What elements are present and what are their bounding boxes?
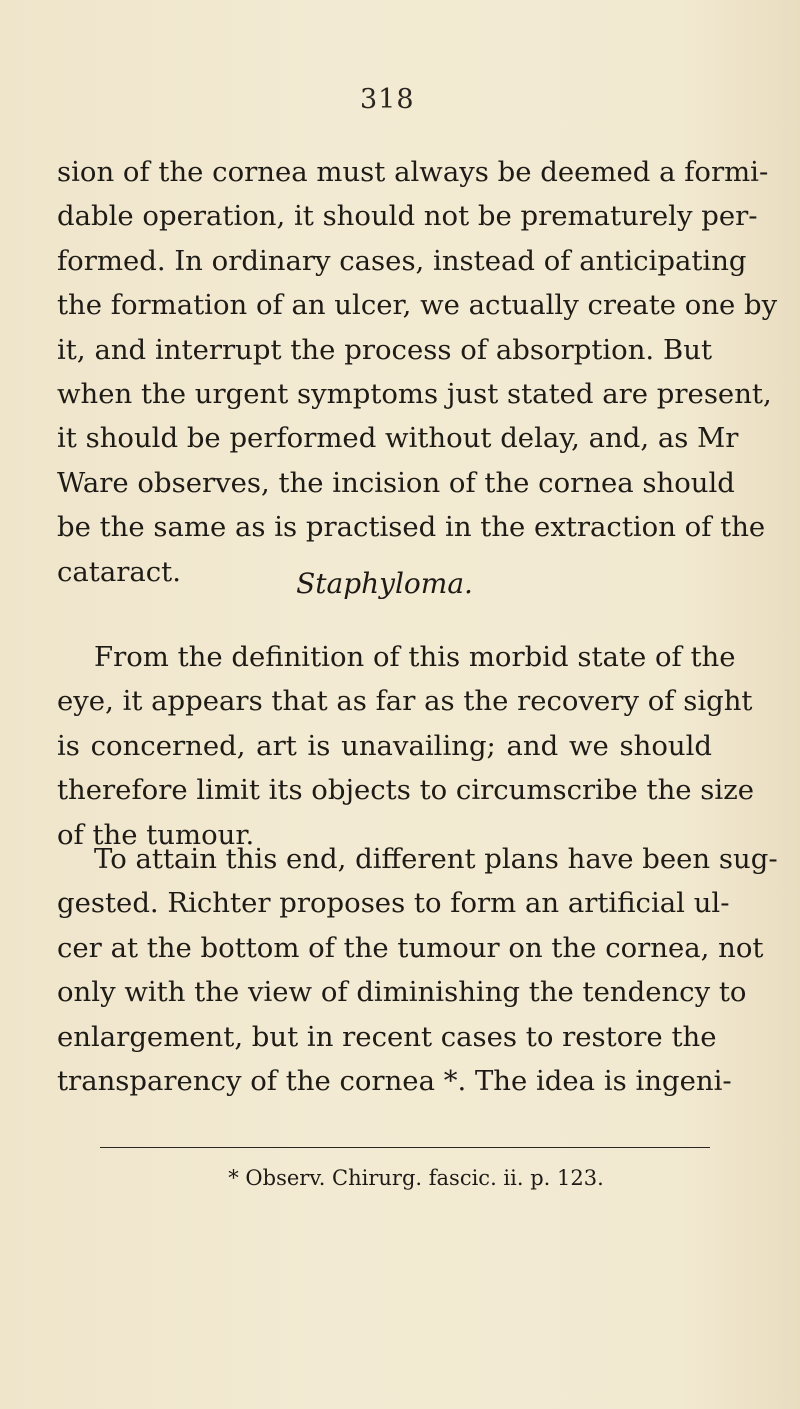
text-line: cer at the bottom of the tumour on the cornea, not	[57, 931, 764, 964]
text-line: be the same as is practised in the extraction of the	[57, 511, 766, 544]
text-line: is concerned, art is unavailing; and we should	[57, 729, 712, 762]
section-heading: Staphyloma.	[296, 567, 473, 600]
text-line: From the definition of this morbid state of the	[94, 641, 736, 673]
page-number: 318	[360, 84, 415, 115]
text-line: of the tumour.	[57, 818, 255, 851]
text-line: cataract.	[57, 555, 181, 588]
text-line: To attain this end, different plans have been sug-	[94, 843, 778, 875]
text-line: when the urgent symptoms just stated are present,	[57, 378, 772, 411]
footnote: * Observ. Chirurg. fascic. ii. p. 123.	[228, 1166, 604, 1190]
footnote-divider	[100, 1147, 710, 1148]
text-line: it should be performed without delay, and, as Mr	[57, 422, 739, 455]
text-line: enlargement, but in recent cases to restore the	[57, 1020, 717, 1053]
paragraph-continuation	[57, 150, 778, 594]
text-line: only with the view of diminishing the tendency to	[57, 976, 747, 1009]
text-line: Ware observes, the incision of the cornea should	[57, 466, 735, 499]
paragraph-staphyloma-definition	[57, 635, 754, 857]
text-line: eye, it appears that as far as the recovery of sight	[57, 685, 753, 718]
text-line: the formation of an ulcer, we actually create one by	[57, 289, 778, 322]
text-line: dable operation, it should not be prematurely per-	[57, 200, 758, 233]
paragraph-richter-proposal	[57, 837, 778, 1103]
text-line: sion of the cornea must always be deemed a formi-	[57, 156, 769, 188]
text-line: it, and interrupt the process of absorption. But	[57, 333, 712, 366]
text-line: gested. Richter proposes to form an artificial ul-	[57, 887, 730, 920]
text-line: therefore limit its objects to circumscribe the size	[57, 774, 754, 807]
text-line: transparency of the cornea *. The idea is ingeni-	[57, 1065, 732, 1098]
text-line: formed. In ordinary cases, instead of anticipating	[57, 244, 747, 277]
